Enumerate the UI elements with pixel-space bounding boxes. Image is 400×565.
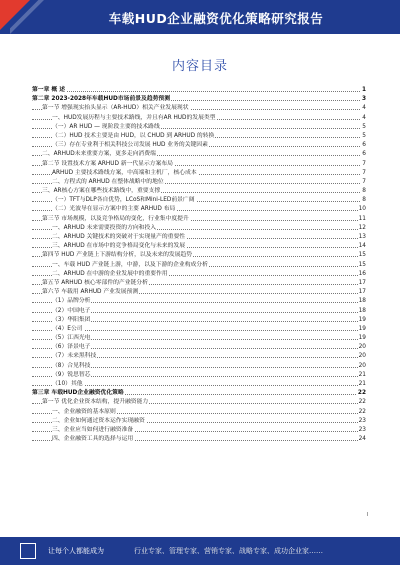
toc-entry[interactable] bbox=[32, 307, 366, 316]
toc-entry-page: 1 bbox=[361, 86, 366, 95]
toc-entry-text: （3）华阳集团 bbox=[52, 316, 91, 325]
toc-entry-text: 二、ARHUD 关键技术的突破对于实现量产的重要性 bbox=[52, 233, 186, 242]
toc-entry[interactable] bbox=[32, 123, 366, 132]
toc-entry[interactable] bbox=[32, 380, 366, 389]
toc-entry-page: 17 bbox=[358, 288, 366, 297]
toc-entry-text: （7）未来黑科技 bbox=[52, 352, 97, 361]
toc-entry[interactable] bbox=[32, 196, 366, 205]
toc-entry-text: （二）HUD 技术主要是由 HUD，以 CHUD 到 ARHUD 的转换 bbox=[52, 132, 215, 141]
toc-entry[interactable] bbox=[32, 86, 366, 95]
toc-entry-text: 第一节 增强现实抬头显示（AR-HUD）相关产业发展现状 bbox=[42, 104, 190, 113]
toc-entry-page: 23 bbox=[358, 426, 366, 435]
toc-entry-page: 7 bbox=[361, 160, 366, 169]
toc-entry-page: 19 bbox=[358, 316, 366, 325]
toc-entry-page: 19 bbox=[358, 325, 366, 334]
toc-entry[interactable] bbox=[32, 169, 366, 178]
toc-entry[interactable] bbox=[32, 408, 366, 417]
table-of-contents bbox=[32, 86, 366, 444]
toc-entry-page: 14 bbox=[358, 242, 366, 251]
toc-entry[interactable] bbox=[32, 233, 366, 242]
toc-entry-page: 17 bbox=[358, 279, 366, 288]
toc-entry-page: 12 bbox=[358, 224, 366, 233]
toc-entry-text: 第六节 车载用 ARHUD 产业发展预测 bbox=[42, 288, 139, 297]
toc-entry-text: （5）江西光电 bbox=[52, 334, 91, 343]
toc-entry-text: （二）光波导在显示方案中的主要 ARHUD 布局 bbox=[52, 205, 176, 214]
toc-entry[interactable] bbox=[32, 132, 366, 141]
toc-entry[interactable] bbox=[32, 270, 366, 279]
toc-entry-page: 20 bbox=[358, 343, 366, 352]
toc-entry-text: 一、ARHUD 未来需要投资的方向和投入 bbox=[52, 224, 157, 233]
toc-entry-text: 一、HUD发展历程与主要技术路线，并且有AR HUD的发展类型 bbox=[52, 114, 217, 123]
toc-entry-text: 二、ARHUD未来重要方案，更多走向消费端 bbox=[42, 150, 157, 159]
toc-entry-page: 20 bbox=[358, 362, 366, 371]
toc-entry-page: 19 bbox=[358, 334, 366, 343]
toc-entry-page: 23 bbox=[358, 417, 366, 426]
toc-entry-page: 4 bbox=[361, 114, 366, 123]
toc-entry-page: 6 bbox=[361, 141, 366, 150]
toc-entry-text: （10）其他 bbox=[52, 380, 84, 389]
toc-entry-text: 第一章 概 述 bbox=[32, 86, 66, 95]
toc-entry-page: 16 bbox=[358, 270, 366, 279]
toc-entry[interactable] bbox=[32, 297, 366, 306]
toc-entry-text: 第四节 HUD 产业链上下游结构分析，以及未来的发展趋势 bbox=[42, 251, 193, 260]
toc-entry-page: 20 bbox=[358, 352, 366, 361]
toc-entry[interactable] bbox=[32, 114, 366, 123]
toc-entry[interactable] bbox=[32, 104, 366, 113]
toc-entry-text: （8）合见科技 bbox=[52, 362, 91, 371]
toc-entry-text: ARHUD 主要技术路线方案，中高端和主机厂，核心成本 bbox=[52, 169, 198, 178]
toc-entry-page: 3 bbox=[361, 95, 366, 104]
toc-entry-page: 15 bbox=[358, 261, 366, 270]
toc-entry-text: 一、企业融资的基本原则 bbox=[52, 408, 117, 417]
toc-entry-page: 15 bbox=[358, 251, 366, 260]
toc-entry-page: 7 bbox=[361, 178, 366, 187]
toc-entry-page: 6 bbox=[361, 150, 366, 159]
toc-entry-page: 18 bbox=[358, 307, 366, 316]
page-number: I bbox=[366, 512, 368, 518]
toc-entry[interactable] bbox=[32, 316, 366, 325]
toc-entry[interactable] bbox=[32, 334, 366, 343]
toc-entry[interactable] bbox=[32, 362, 366, 371]
toc-entry-text: 第三节 市场规模，以及竞争格局的变化，行业集中度提升 bbox=[42, 215, 190, 224]
toc-entry-text: 一、车载 HUD 产业链上游，中游，以及下游的企业构成分析 bbox=[52, 261, 209, 270]
toc-entry-text: 二、方程式的 ARHUD 在整体战略中的地位 bbox=[52, 178, 165, 187]
toc-entry-page: 22 bbox=[358, 398, 366, 407]
toc-entry-text: （一）AR HUD — 现阶段主要的技术路线 bbox=[52, 123, 161, 132]
toc-entry[interactable] bbox=[32, 187, 366, 196]
toc-entry[interactable] bbox=[32, 417, 366, 426]
toc-entry-page: 24 bbox=[358, 435, 366, 444]
toc-entry-text: （一）TFT与DLP各自优势，LCoS和Mini-LED前景广阔 bbox=[52, 196, 196, 205]
toc-entry[interactable] bbox=[32, 279, 366, 288]
toc-entry[interactable] bbox=[32, 261, 366, 270]
toc-entry-page: 21 bbox=[358, 380, 366, 389]
toc-entry-text: 二、企业如何通过资本运作实现融资 bbox=[52, 417, 146, 426]
toc-entry-text: 第五节 ARHUD 核心零部件的产业链分析 bbox=[42, 279, 149, 288]
toc-entry-text: （9）锐思智芯 bbox=[52, 371, 91, 380]
report-header bbox=[0, 0, 400, 34]
toc-entry-page: 18 bbox=[358, 297, 366, 306]
toc-entry[interactable] bbox=[32, 95, 366, 104]
toc-entry-page: 8 bbox=[361, 196, 366, 205]
toc-entry-text: 三、ARHUD 在市场中的竞争格局变化与未来的发展 bbox=[52, 242, 186, 251]
toc-entry-text: （1）品牌分析 bbox=[52, 297, 91, 306]
toc-entry[interactable] bbox=[32, 426, 366, 435]
toc-entry[interactable] bbox=[32, 435, 366, 444]
footer-logo-box bbox=[20, 543, 36, 559]
toc-entry-text: 四、企业融资工具的选择与运用 bbox=[52, 435, 134, 444]
toc-entry-page: 11 bbox=[358, 215, 366, 224]
report-title: 车载HUD企业融资优化策略研究报告 bbox=[108, 11, 324, 26]
toc-entry-text: 第二章 2023-2028年车载HUD市场前景及趋势预测 bbox=[32, 95, 171, 104]
toc-entry-text: （2）中国电子 bbox=[52, 307, 91, 316]
toc-entry-text: （4）E公司 bbox=[52, 325, 84, 334]
toc-entry-page: 22 bbox=[357, 389, 366, 398]
toc-entry[interactable] bbox=[32, 251, 366, 260]
toc-entry-text: 三、企业应当如何进行融资准备 bbox=[52, 426, 134, 435]
toc-entry[interactable] bbox=[32, 150, 366, 159]
toc-entry[interactable] bbox=[32, 141, 366, 150]
toc-entry[interactable] bbox=[32, 398, 366, 407]
toc-entry[interactable] bbox=[32, 178, 366, 187]
toc-entry-page: 5 bbox=[361, 123, 366, 132]
toc-entry-text: 第三章 车载HUD企业融资优化策略 bbox=[32, 389, 125, 398]
toc-entry-text: 二、ARHUD 在中游的企业发展中的重要作用 bbox=[52, 270, 169, 279]
toc-entry-page: 4 bbox=[361, 104, 366, 113]
toc-entry-page: 13 bbox=[358, 233, 366, 242]
toc-heading: 内容目录 bbox=[171, 59, 228, 74]
footer-slogan: 让每个人都能成为 bbox=[48, 547, 104, 555]
toc-entry[interactable] bbox=[32, 242, 366, 251]
toc-entry-page: 7 bbox=[361, 169, 366, 178]
toc-entry-page: 22 bbox=[358, 408, 366, 417]
toc-entry[interactable] bbox=[32, 325, 366, 334]
toc-entry-text: 第二节 设置技术方案 ARHUD 新一代显示方案布局 bbox=[42, 160, 174, 169]
toc-entry[interactable] bbox=[32, 205, 366, 214]
toc-entry-page: 10 bbox=[358, 205, 366, 214]
toc-entry-text: （6）泽景电子 bbox=[52, 343, 91, 352]
toc-entry[interactable] bbox=[32, 160, 366, 169]
toc-entry-text: （三）存在专业利于相关科技公司发展 HUD 业务的关键因素 bbox=[52, 141, 209, 150]
toc-entry[interactable] bbox=[32, 371, 366, 380]
toc-entry[interactable] bbox=[32, 343, 366, 352]
toc-leader-dots bbox=[32, 91, 360, 92]
toc-entry-text: 第一节 优化企业资本结构，提升融资能力 bbox=[42, 398, 149, 407]
toc-entry[interactable] bbox=[32, 389, 366, 398]
toc-entry[interactable] bbox=[32, 352, 366, 361]
toc-entry-page: 21 bbox=[358, 371, 366, 380]
toc-entry-page: 5 bbox=[361, 132, 366, 141]
toc-entry-page: 8 bbox=[361, 187, 366, 196]
toc-entry[interactable] bbox=[32, 215, 366, 224]
toc-entry-text: 三、AR核心方案在哪些技术路线中，重要支撑 bbox=[42, 187, 161, 196]
toc-entry[interactable] bbox=[32, 224, 366, 233]
footer-banner bbox=[0, 537, 400, 565]
footer-roles: 行业专家、管理专家、营销专家、战略专家、成功企业家…… bbox=[134, 547, 323, 555]
toc-entry[interactable] bbox=[32, 288, 366, 297]
